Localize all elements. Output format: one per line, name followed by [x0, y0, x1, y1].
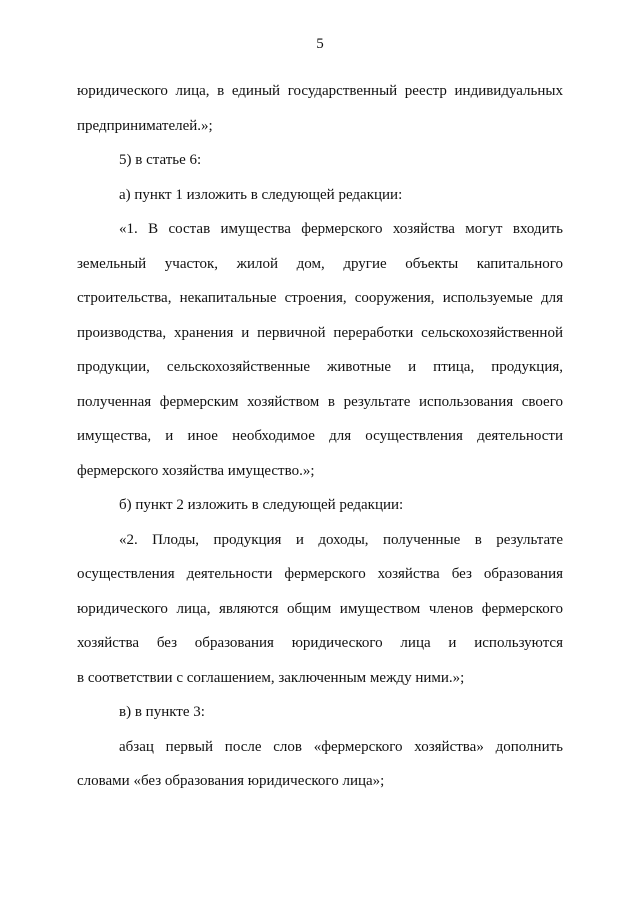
text-line: строительства, некапитальные строения, сооружения, используемые для [77, 290, 563, 306]
text-line: а) пункт 1 изложить в следующей редакции: [119, 186, 403, 203]
paragraph-quote-1 [77, 212, 563, 488]
text-line: юридического лица, в единый государственный реестр индивидуальных [77, 83, 563, 99]
text-line: фермерского хозяйства имущество.»; [77, 462, 315, 479]
text-line: имущества, и иное необходимое для осуществления деятельности [77, 428, 563, 444]
paragraph-continuation [77, 74, 563, 143]
text-line: юридического лица, являются общим имуществом членов фермерского [77, 600, 563, 617]
paragraph-amendment [77, 730, 563, 799]
text-line: б) пункт 2 изложить в следующей редакции: [119, 497, 404, 513]
text-line: производства, хранения и первичной переработки сельскохозяйственной [77, 324, 563, 341]
text-line: в соответствии с соглашением, заключенным между ними.»; [77, 669, 465, 686]
text-line: земельный участок, жилой дом, другие объекты капитального [77, 255, 563, 272]
text-line: полученная фермерским хозяйством в результате использования своего [77, 393, 563, 410]
paragraph-quote-2 [77, 523, 563, 696]
text-line: предпринимателей.»; [77, 117, 213, 134]
text-line: в) в пункте 3: [119, 704, 205, 720]
text-line: «2. Плоды, продукция и доходы, полученные в результате [119, 531, 563, 548]
paragraph-subitem-b [77, 488, 563, 523]
paragraph-subitem-v [77, 695, 563, 730]
text-line: абзац первый после слов «фермерского хозяйства» дополнить [119, 738, 563, 755]
document-body [77, 74, 563, 799]
paragraph-item-5 [77, 143, 563, 178]
page-number: 5 [316, 36, 324, 52]
text-line: осуществления деятельности фермерского хозяйства без образования [77, 566, 563, 582]
text-line: словами «без образования юридического лица»; [77, 773, 385, 789]
text-line: «1. В состав имущества фермерского хозяйства могут входить [119, 221, 563, 237]
paragraph-subitem-a [77, 178, 563, 213]
text-line: хозяйства без образования юридического лица и используются [77, 635, 563, 651]
text-line: 5) в статье 6: [119, 152, 202, 168]
text-line: продукции, сельскохозяйственные животные и птица, продукция, [77, 359, 563, 375]
